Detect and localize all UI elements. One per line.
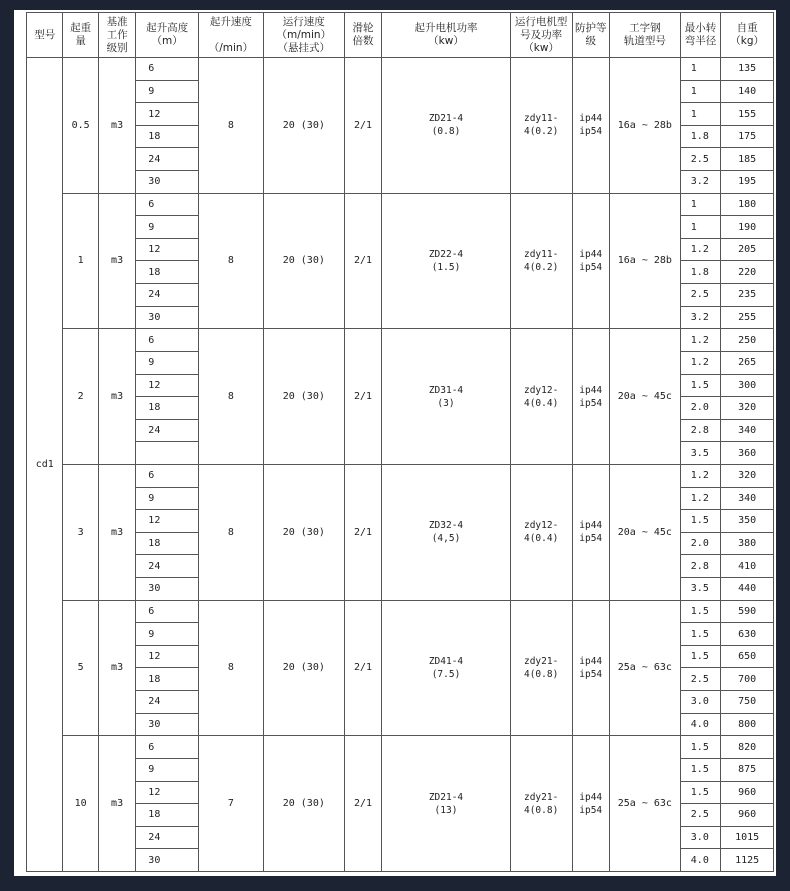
lift-height-cell: 12	[136, 781, 199, 804]
turn-radius-cell: 2.8	[680, 555, 720, 578]
lift-height-cell: 24	[136, 555, 199, 578]
protection-cell: ip44 ip54	[572, 736, 609, 872]
turn-radius-cell: 1	[680, 58, 720, 81]
capacity-cell: 3	[63, 464, 98, 600]
weight-cell: 360	[721, 442, 774, 465]
lift-height-cell: 30	[136, 578, 199, 601]
travel-motor-cell: zdy11- 4(0.2)	[510, 58, 572, 194]
lift-height-cell: 12	[136, 238, 199, 261]
lift-height-cell: 6	[136, 329, 199, 352]
duty-class-cell: m3	[98, 329, 135, 465]
weight-cell: 175	[721, 125, 774, 148]
protection-cell: ip44 ip54	[572, 464, 609, 600]
lift-height-cell: 30	[136, 713, 199, 736]
table-row	[27, 58, 774, 81]
weight-cell: 220	[721, 261, 774, 284]
rail-cell: 20a ~ 45c	[609, 464, 680, 600]
lift-height-cell: 6	[136, 600, 199, 623]
header-lift-motor: 起升电机功率 （kw）	[382, 13, 511, 58]
weight-cell: 1125	[721, 849, 774, 872]
turn-radius-cell: 2.5	[680, 804, 720, 827]
travel-motor-cell: zdy11- 4(0.2)	[510, 193, 572, 329]
weight-cell: 960	[721, 804, 774, 827]
model-cell: cd1	[27, 58, 63, 872]
turn-radius-cell: 1.2	[680, 464, 720, 487]
turn-radius-cell: 2.8	[680, 419, 720, 442]
travel-motor-cell: zdy21- 4(0.8)	[510, 736, 572, 872]
lift-height-cell: 9	[136, 758, 199, 781]
turn-radius-cell: 1.5	[680, 374, 720, 397]
weight-cell: 650	[721, 645, 774, 668]
lift-height-cell: 12	[136, 374, 199, 397]
table-row	[27, 464, 774, 487]
weight-cell: 180	[721, 193, 774, 216]
spec-sheet	[14, 10, 776, 876]
lift-motor-cell: ZD22-4 (1.5)	[382, 193, 511, 329]
turn-radius-cell: 2.5	[680, 148, 720, 171]
weight-cell: 1015	[721, 826, 774, 849]
turn-radius-cell: 3.2	[680, 306, 720, 329]
weight-cell: 155	[721, 103, 774, 126]
lift-height-cell: 24	[136, 284, 199, 307]
lift-height-cell: 30	[136, 171, 199, 194]
table-row	[27, 736, 774, 759]
weight-cell: 350	[721, 510, 774, 533]
lift-height-cell: 6	[136, 193, 199, 216]
lift-height-cell: 9	[136, 487, 199, 510]
weight-cell: 820	[721, 736, 774, 759]
lift-speed-cell: 8	[199, 600, 264, 736]
weight-cell: 140	[721, 80, 774, 103]
header-capacity: 起重 量	[63, 13, 98, 58]
turn-radius-cell: 1.8	[680, 125, 720, 148]
pulley-ratio-cell: 2/1	[344, 600, 381, 736]
turn-radius-cell: 3.0	[680, 826, 720, 849]
turn-radius-cell: 4.0	[680, 713, 720, 736]
protection-cell: ip44 ip54	[572, 600, 609, 736]
lift-height-cell: 30	[136, 849, 199, 872]
lift-height-cell: 30	[136, 306, 199, 329]
lift-motor-cell: ZD31-4 (3)	[382, 329, 511, 465]
weight-cell: 590	[721, 600, 774, 623]
table-row	[27, 193, 774, 216]
table-row	[27, 329, 774, 352]
rail-cell: 16a ~ 28b	[609, 193, 680, 329]
lift-height-cell: 24	[136, 419, 199, 442]
travel-speed-cell: 20 (30)	[263, 58, 344, 194]
lift-speed-cell: 7	[199, 736, 264, 872]
capacity-cell: 5	[63, 600, 98, 736]
duty-class-cell: m3	[98, 464, 135, 600]
travel-speed-cell: 20 (30)	[263, 464, 344, 600]
lift-height-cell: 18	[136, 397, 199, 420]
travel-speed-cell: 20 (30)	[263, 736, 344, 872]
weight-cell: 630	[721, 623, 774, 646]
turn-radius-cell: 4.0	[680, 849, 720, 872]
duty-class-cell: m3	[98, 736, 135, 872]
capacity-cell: 2	[63, 329, 98, 465]
turn-radius-cell: 1.5	[680, 781, 720, 804]
lift-height-cell: 9	[136, 80, 199, 103]
pulley-ratio-cell: 2/1	[344, 58, 381, 194]
lift-height-cell: 18	[136, 804, 199, 827]
weight-cell: 440	[721, 578, 774, 601]
capacity-cell: 10	[63, 736, 98, 872]
pulley-ratio-cell: 2/1	[344, 329, 381, 465]
weight-cell: 410	[721, 555, 774, 578]
lift-speed-cell: 8	[199, 193, 264, 329]
capacity-cell: 0.5	[63, 58, 98, 194]
lift-motor-cell: ZD32-4 (4,5)	[382, 464, 511, 600]
turn-radius-cell: 2.0	[680, 532, 720, 555]
turn-radius-cell: 1.2	[680, 329, 720, 352]
lift-motor-cell: ZD41-4 (7.5)	[382, 600, 511, 736]
turn-radius-cell: 3.5	[680, 442, 720, 465]
travel-motor-cell: zdy12- 4(0.4)	[510, 329, 572, 465]
turn-radius-cell: 1.2	[680, 238, 720, 261]
header-duty-class: 基准 工作 级别	[98, 13, 135, 58]
protection-cell: ip44 ip54	[572, 193, 609, 329]
lift-height-cell: 9	[136, 351, 199, 374]
pulley-ratio-cell: 2/1	[344, 193, 381, 329]
weight-cell: 185	[721, 148, 774, 171]
rail-cell: 25a ~ 63c	[609, 600, 680, 736]
hoist-spec-table	[26, 12, 774, 872]
turn-radius-cell: 1.8	[680, 261, 720, 284]
lift-height-cell: 6	[136, 58, 199, 81]
turn-radius-cell: 1.5	[680, 758, 720, 781]
rail-cell: 16a ~ 28b	[609, 58, 680, 194]
header-turn-radius: 最小转 弯半径	[680, 13, 720, 58]
lift-height-cell: 18	[136, 125, 199, 148]
header-lift-height: 起升高度 （m）	[136, 13, 199, 58]
weight-cell: 750	[721, 691, 774, 714]
travel-motor-cell: zdy21- 4(0.8)	[510, 600, 572, 736]
turn-radius-cell: 1	[680, 103, 720, 126]
weight-cell: 255	[721, 306, 774, 329]
turn-radius-cell: 1	[680, 80, 720, 103]
turn-radius-cell: 1	[680, 216, 720, 239]
turn-radius-cell: 1	[680, 193, 720, 216]
lift-height-cell: 9	[136, 623, 199, 646]
turn-radius-cell: 1.2	[680, 351, 720, 374]
turn-radius-cell: 1.5	[680, 645, 720, 668]
lift-height-cell: 12	[136, 103, 199, 126]
weight-cell: 195	[721, 171, 774, 194]
turn-radius-cell: 1.5	[680, 623, 720, 646]
turn-radius-cell: 2.0	[680, 397, 720, 420]
lift-height-cell: 6	[136, 736, 199, 759]
table-body	[27, 58, 774, 872]
weight-cell: 380	[721, 532, 774, 555]
weight-cell: 250	[721, 329, 774, 352]
turn-radius-cell: 1.2	[680, 487, 720, 510]
capacity-cell: 1	[63, 193, 98, 329]
lift-height-cell: 6	[136, 464, 199, 487]
header-model: 型号	[27, 13, 63, 58]
turn-radius-cell: 3.0	[680, 691, 720, 714]
header-protection: 防护等 级	[572, 13, 609, 58]
turn-radius-cell: 1.5	[680, 736, 720, 759]
protection-cell: ip44 ip54	[572, 58, 609, 194]
turn-radius-cell: 1.5	[680, 600, 720, 623]
travel-motor-cell: zdy12- 4(0.4)	[510, 464, 572, 600]
header-weight: 自重 （kg）	[721, 13, 774, 58]
pulley-ratio-cell: 2/1	[344, 736, 381, 872]
lift-speed-cell: 8	[199, 329, 264, 465]
turn-radius-cell: 3.5	[680, 578, 720, 601]
weight-cell: 320	[721, 464, 774, 487]
weight-cell: 190	[721, 216, 774, 239]
header-travel-motor: 运行电机型 号及功率 （kw）	[510, 13, 572, 58]
travel-speed-cell: 20 (30)	[263, 329, 344, 465]
weight-cell: 700	[721, 668, 774, 691]
header-row	[27, 13, 774, 58]
lift-height-cell: 18	[136, 261, 199, 284]
lift-height-cell: 18	[136, 668, 199, 691]
turn-radius-cell: 2.5	[680, 284, 720, 307]
lift-height-cell: 24	[136, 148, 199, 171]
header-pulley-ratio: 滑轮 倍数	[344, 13, 381, 58]
duty-class-cell: m3	[98, 193, 135, 329]
turn-radius-cell: 3.2	[680, 171, 720, 194]
weight-cell: 800	[721, 713, 774, 736]
travel-speed-cell: 20 (30)	[263, 600, 344, 736]
lift-motor-cell: ZD21-4 (0.8)	[382, 58, 511, 194]
lift-height-cell: 12	[136, 645, 199, 668]
travel-speed-cell: 20 (30)	[263, 193, 344, 329]
table-row	[27, 600, 774, 623]
lift-height-cell: 18	[136, 532, 199, 555]
weight-cell: 135	[721, 58, 774, 81]
weight-cell: 875	[721, 758, 774, 781]
weight-cell: 265	[721, 351, 774, 374]
turn-radius-cell: 1.5	[680, 510, 720, 533]
lift-height-cell	[136, 442, 199, 465]
duty-class-cell: m3	[98, 58, 135, 194]
weight-cell: 205	[721, 238, 774, 261]
lift-height-cell: 24	[136, 691, 199, 714]
rail-cell: 25a ~ 63c	[609, 736, 680, 872]
duty-class-cell: m3	[98, 600, 135, 736]
lift-height-cell: 12	[136, 510, 199, 533]
lift-height-cell: 24	[136, 826, 199, 849]
header-travel-speed: 运行速度 （m/min） （悬挂式）	[263, 13, 344, 58]
lift-motor-cell: ZD21-4 (13)	[382, 736, 511, 872]
weight-cell: 960	[721, 781, 774, 804]
weight-cell: 300	[721, 374, 774, 397]
weight-cell: 235	[721, 284, 774, 307]
weight-cell: 320	[721, 397, 774, 420]
header-lift-speed: 起升速度 （/min）	[199, 13, 264, 58]
rail-cell: 20a ~ 45c	[609, 329, 680, 465]
lift-height-cell: 9	[136, 216, 199, 239]
turn-radius-cell: 2.5	[680, 668, 720, 691]
weight-cell: 340	[721, 419, 774, 442]
header-rail: 工字钢 轨道型号	[609, 13, 680, 58]
lift-speed-cell: 8	[199, 464, 264, 600]
pulley-ratio-cell: 2/1	[344, 464, 381, 600]
weight-cell: 340	[721, 487, 774, 510]
lift-speed-cell: 8	[199, 58, 264, 194]
protection-cell: ip44 ip54	[572, 329, 609, 465]
